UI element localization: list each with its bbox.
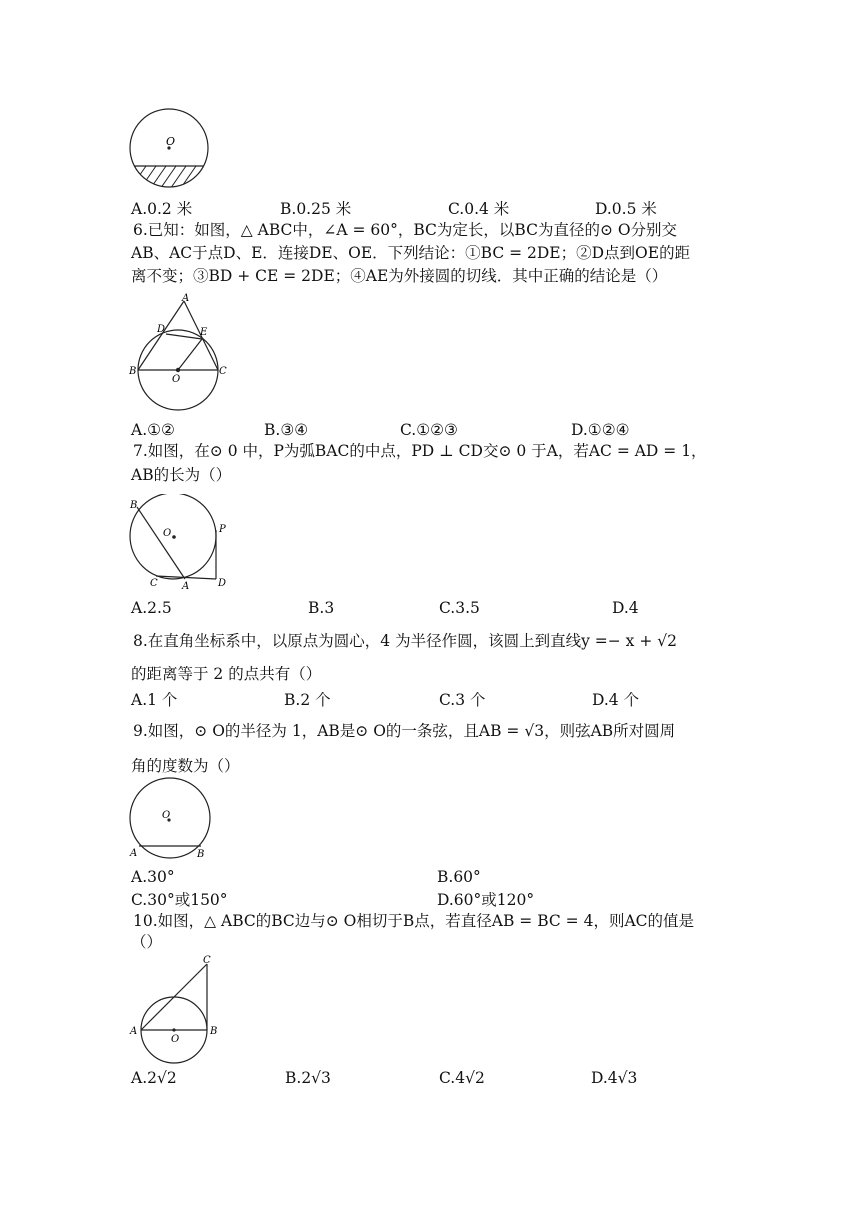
q7-line1: 7.如图，在⊙ 0 中，P为弧BAC的中点，PD ⊥ CD交⊙ 0 于A，若AC = AD = 1， <box>133 442 707 460</box>
q10-option-b[interactable]: B.2√3 <box>285 1069 331 1087</box>
q6-figure <box>126 292 230 412</box>
q6-label-a: A <box>182 293 190 304</box>
q7-line2: AB的长为（） <box>131 466 232 484</box>
q10-option-a[interactable]: A.2√2 <box>131 1069 177 1087</box>
q9-line2: 角的度数为（） <box>131 757 240 775</box>
q9-option-a[interactable]: A.30° <box>131 868 175 886</box>
q7-label-a: A <box>182 581 190 592</box>
q8-option-c[interactable]: C.3 个 <box>439 691 486 709</box>
q7-option-d[interactable]: D.4 <box>612 599 639 617</box>
q10-line1: 10.如图，△ ABC的BC边与⊙ O相切于B点，若直径AB = BC = 4，则AC的值是 <box>133 912 694 930</box>
q8-option-b[interactable]: B.2 个 <box>284 691 331 709</box>
q7-label-c: C <box>150 578 158 589</box>
q7-option-a[interactable]: A.2.5 <box>131 599 172 617</box>
q7-figure <box>126 494 236 592</box>
q9-label-a: A <box>130 848 138 859</box>
q9-option-b[interactable]: B.60° <box>437 868 481 886</box>
q5-option-c[interactable]: C.0.4 米 <box>448 200 510 218</box>
q8-line1: 8.在直角坐标系中，以原点为圆心，4 为半径作圆，该圆上到直线y =− x + √2 <box>133 632 677 650</box>
q5-option-b[interactable]: B.0.25 米 <box>280 200 352 218</box>
q10-option-d[interactable]: D.4√3 <box>591 1069 638 1087</box>
q6-line3: 离不变；③BD + CE = 2DE；④AE为外接圆的切线．其中正确的结论是（） <box>131 267 668 285</box>
q6-option-d[interactable]: D.①②④ <box>571 421 630 439</box>
q6-option-b[interactable]: B.③④ <box>264 421 309 439</box>
q7-label-b: B <box>130 500 138 511</box>
q9-line1: 9.如图，⊙ O的半径为 1，AB是⊙ O的一条弦，且AB = √3，则弦AB所对圆周 <box>133 722 676 740</box>
q5-hatch <box>126 166 216 193</box>
q6-label-d: D <box>157 324 166 335</box>
q9-option-d[interactable]: D.60°或120° <box>437 891 535 909</box>
q10-label-c: C <box>203 955 211 966</box>
q10-label-o: O <box>171 1034 180 1045</box>
q9-option-c[interactable]: C.30°或150° <box>131 891 228 909</box>
q10-label-b: B <box>210 1026 218 1037</box>
q10-label-a: A <box>130 1026 138 1037</box>
q7-label-o: O <box>163 528 172 539</box>
q10-line2: （） <box>131 933 163 951</box>
q6-label-e: E <box>200 327 208 338</box>
q5-option-a[interactable]: A.0.2 米 <box>131 200 193 218</box>
q8-line2: 的距离等于 2 的点共有（） <box>131 665 322 683</box>
q7-label-d: D <box>218 578 227 589</box>
q7-option-c[interactable]: C.3.5 <box>439 599 480 617</box>
q9-label-b: B <box>197 849 205 860</box>
q8-option-d[interactable]: D.4 个 <box>592 691 640 709</box>
q9-label-o: O <box>162 810 171 821</box>
q6-option-a[interactable]: A.①② <box>131 421 175 439</box>
q6-line1: 6.已知：如图，△ ABC中，∠A = 60°，BC为定长，以BC为直径的⊙ O分别交 <box>133 221 678 239</box>
q6-label-c: C <box>219 366 227 377</box>
q5-option-d[interactable]: D.0.5 米 <box>595 200 657 218</box>
q7-label-p: P <box>219 524 226 535</box>
q9-figure <box>126 776 218 864</box>
q5-label-o: O <box>166 135 176 148</box>
q6-label-o: O <box>172 374 181 385</box>
q6-line2: AB、AC于点D、E．连接DE、OE．下列结论：①BC = 2DE；②D点到OE的距 <box>131 244 691 262</box>
q8-option-a[interactable]: A.1 个 <box>131 691 178 709</box>
q6-option-c[interactable]: C.①②③ <box>400 421 458 439</box>
q6-label-b: B <box>129 366 137 377</box>
q10-option-c[interactable]: C.4√2 <box>439 1069 485 1087</box>
q5-figure <box>126 105 216 193</box>
q7-option-b[interactable]: B.3 <box>308 599 335 617</box>
q10-figure <box>126 954 226 1066</box>
